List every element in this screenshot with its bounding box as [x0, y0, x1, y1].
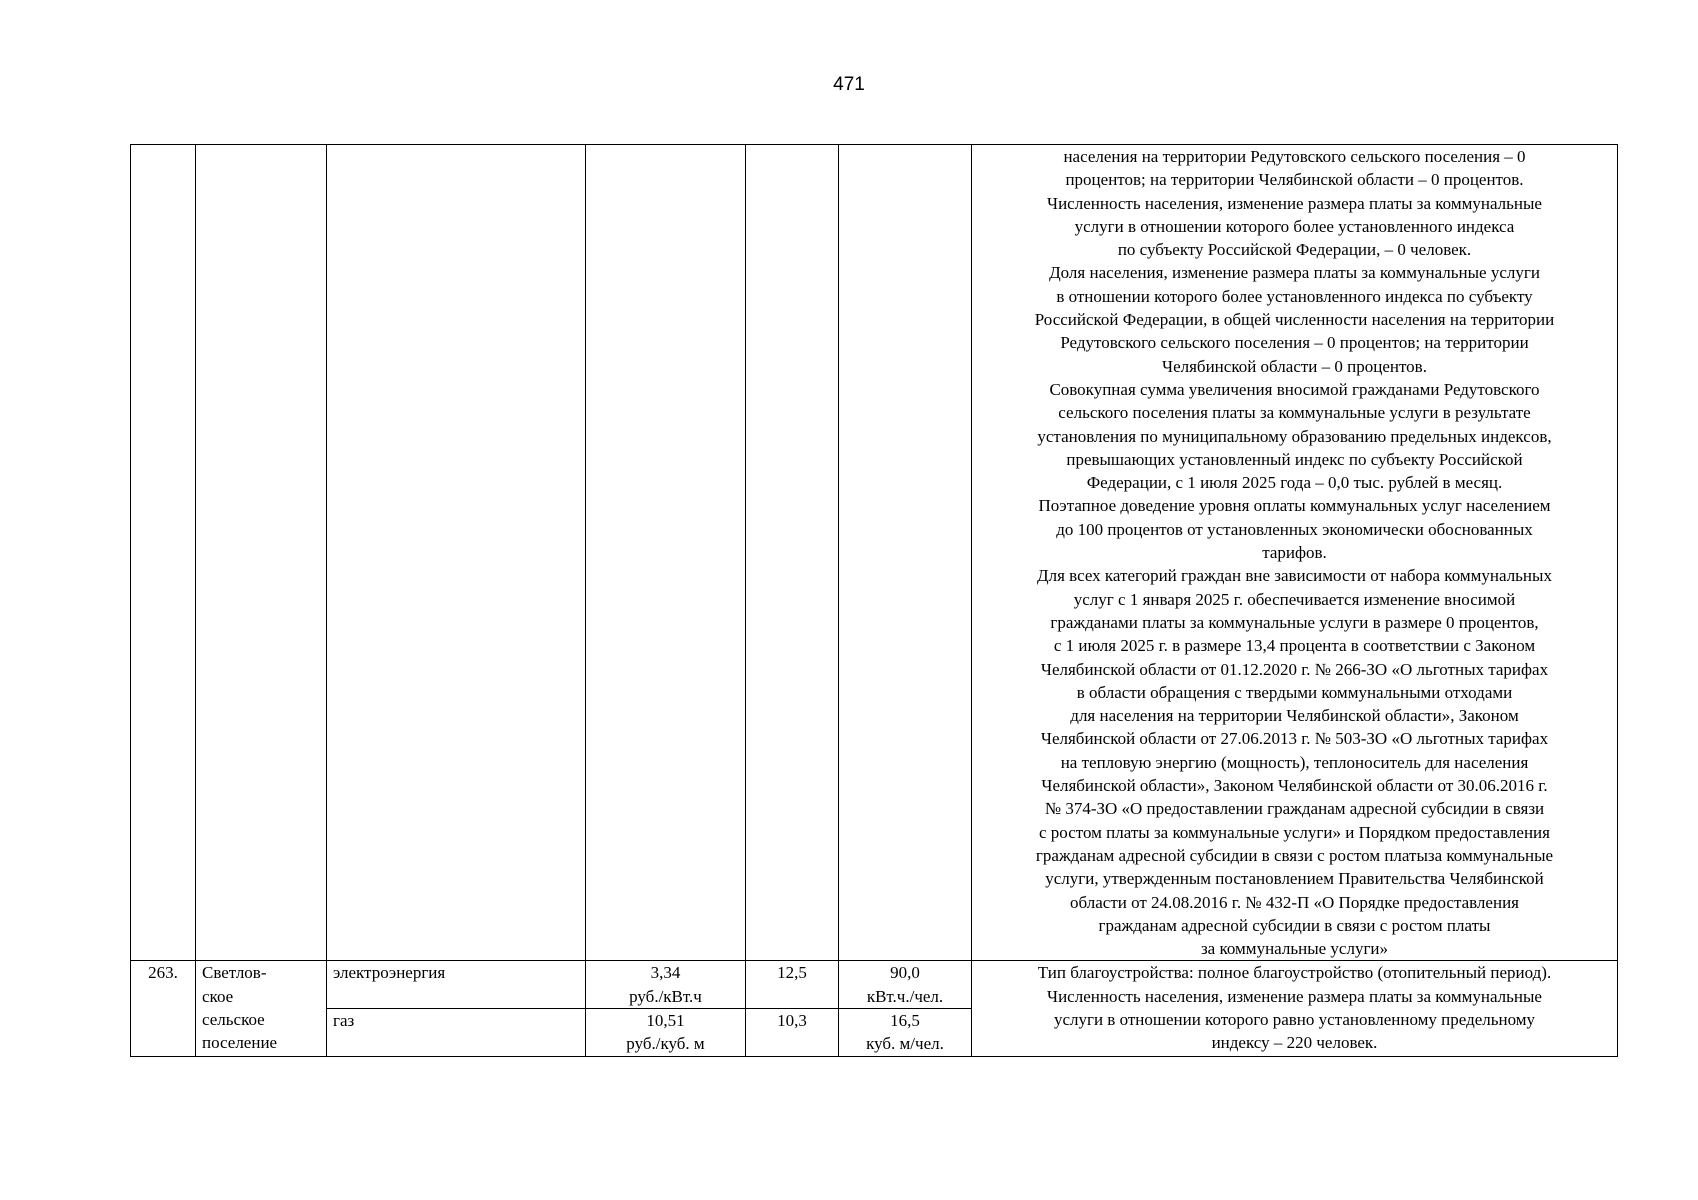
- description-line: установления по муниципальному образованию предельных индексов,: [1037, 426, 1552, 446]
- description-line: с 1 июля 2025 г. в размере 13,4 процента в соответствии с Законом: [1053, 636, 1536, 656]
- page-number: 471: [833, 74, 865, 95]
- service-cell: [327, 145, 586, 961]
- description-line: Челябинской области – 0 процентов.: [1162, 356, 1427, 376]
- description-line: Редутовского сельского поселения – 0 процентов; на территории: [1060, 333, 1529, 353]
- settlement-name-line: ское: [202, 986, 234, 1006]
- settlement-name: [196, 961, 327, 1056]
- description-line: области от 24.08.2016 г. № 432-П «О Порядке предоставления: [1070, 892, 1519, 912]
- description-line: по субъекту Российской Федерации, – 0 человек.: [1117, 240, 1472, 260]
- description-line: с ростом платы за коммунальные услуги» и Порядком предоставления: [1039, 822, 1550, 842]
- description-line: индексу – 220 человек.: [1211, 1033, 1378, 1053]
- settlement-name-line: поселение: [202, 1033, 278, 1053]
- description-line: гражданам адресной субсидии в связи с ростом платы: [1098, 915, 1491, 935]
- description-line: Российской Федерации, в общей численности населения на территории: [1034, 310, 1555, 330]
- description-line: Доля населения, изменение размера платы за коммунальные услуги: [1049, 263, 1540, 283]
- description-line: № 374-ЗО «О предоставлении гражданам адресной субсидии в связи: [1044, 799, 1545, 819]
- description-line: Челябинской области от 01.12.2020 г. № 266-ЗО «О льготных тарифах: [1040, 659, 1549, 679]
- volume-amount: 90,0: [890, 963, 920, 983]
- volume-cell: [839, 145, 972, 961]
- tariff-value: [586, 1008, 746, 1056]
- description-line: гражданам адресной субсидии в связи с ростом платыза коммунальные: [1035, 845, 1554, 865]
- description-cell: [972, 961, 1618, 1056]
- description-line: процентов; на территории Челябинской области – 0 процентов.: [1065, 170, 1524, 190]
- description-line: тарифов.: [1262, 543, 1327, 563]
- number-cell: [131, 145, 196, 961]
- increase-cell: [746, 145, 839, 961]
- description-line: услуги в отношении которого более установленного индекса: [1074, 216, 1515, 236]
- description-line: в отношении которого более установленного индекса по субъекту: [1056, 286, 1533, 306]
- description-line: для населения на территории Челябинской области», Законом: [1070, 706, 1519, 726]
- description-line: в области обращения с твердыми коммунальными отходами: [1076, 682, 1513, 702]
- volume-value: [839, 1008, 972, 1056]
- increase-value: 12,5: [746, 961, 839, 1009]
- description-line: превышающих установленный индекс по субъекту Российской: [1066, 449, 1523, 469]
- volume-unit: куб. м/чел.: [866, 1034, 944, 1054]
- description-cell: [972, 145, 1618, 961]
- service-name: газ: [327, 1008, 586, 1056]
- table-row: [131, 961, 1618, 1009]
- description-line: Численность населения, изменение размера платы за коммунальные: [1047, 986, 1542, 1006]
- description-line: Тип благоустройства: полное благоустройство (отопительный период).: [1037, 963, 1552, 983]
- description-line: Челябинской области от 27.06.2013 г. № 503-ЗО «О льготных тарифах: [1040, 729, 1549, 749]
- description-line: услуг с 1 января 2025 г. обеспечивается изменение вносимой: [1073, 589, 1516, 609]
- description-line: Поэтапное доведение уровня оплаты коммунальных услуг населением: [1038, 496, 1551, 516]
- table-row: [131, 145, 1618, 961]
- description-line: Для всех категорий граждан вне зависимости от набора коммунальных: [1037, 566, 1552, 586]
- description-line: услуги, утвержденным постановлением Правительства Челябинской: [1045, 869, 1544, 889]
- settlement-name-line: сельское: [202, 1009, 265, 1029]
- increase-value: 10,3: [746, 1008, 839, 1056]
- settlement-cell: [196, 145, 327, 961]
- tariff-amount: 3,34: [650, 963, 681, 983]
- description-line: гражданами платы за коммунальные услуги в размере 0 процентов,: [1050, 612, 1539, 632]
- description-line: за коммунальные услуги»: [1200, 939, 1389, 959]
- volume-amount: 16,5: [890, 1010, 920, 1030]
- description-line: до 100 процентов от установленных экономически обоснованных: [1056, 519, 1533, 539]
- row-number: 263.: [131, 961, 196, 1056]
- description-line: Челябинской области», Законом Челябинской области от 30.06.2016 г.: [1041, 776, 1548, 796]
- tariff-unit: руб./куб. м: [626, 1034, 705, 1054]
- settlement-name-line: Светлов-: [202, 963, 267, 983]
- volume-value: [839, 961, 972, 1009]
- description-line: на тепловую энергию (мощность), теплоноситель для населения: [1060, 752, 1529, 772]
- tariff-amount: 10,51: [646, 1010, 685, 1030]
- description-line: Совокупная сумма увеличения вносимой гражданами Редутовского: [1049, 379, 1540, 399]
- description-line: услуги в отношении которого равно установленному предельному: [1053, 1009, 1536, 1029]
- tariff-value: [586, 961, 746, 1009]
- tariff-table: [130, 144, 1618, 1057]
- service-name: электроэнергия: [327, 961, 586, 1009]
- tariff-unit: руб./кВт.ч: [629, 986, 702, 1006]
- description-line: населения на территории Редутовского сельского поселения – 0: [1063, 147, 1526, 166]
- description-line: Федерации, с 1 июля 2025 года – 0,0 тыс. рублей в месяц.: [1086, 473, 1503, 493]
- description-line: сельского поселения платы за коммунальные услуги в результате: [1058, 403, 1531, 423]
- description-line: Численность населения, изменение размера платы за коммунальные: [1047, 193, 1542, 213]
- volume-unit: кВт.ч./чел.: [866, 986, 944, 1006]
- tariff-cell: [586, 145, 746, 961]
